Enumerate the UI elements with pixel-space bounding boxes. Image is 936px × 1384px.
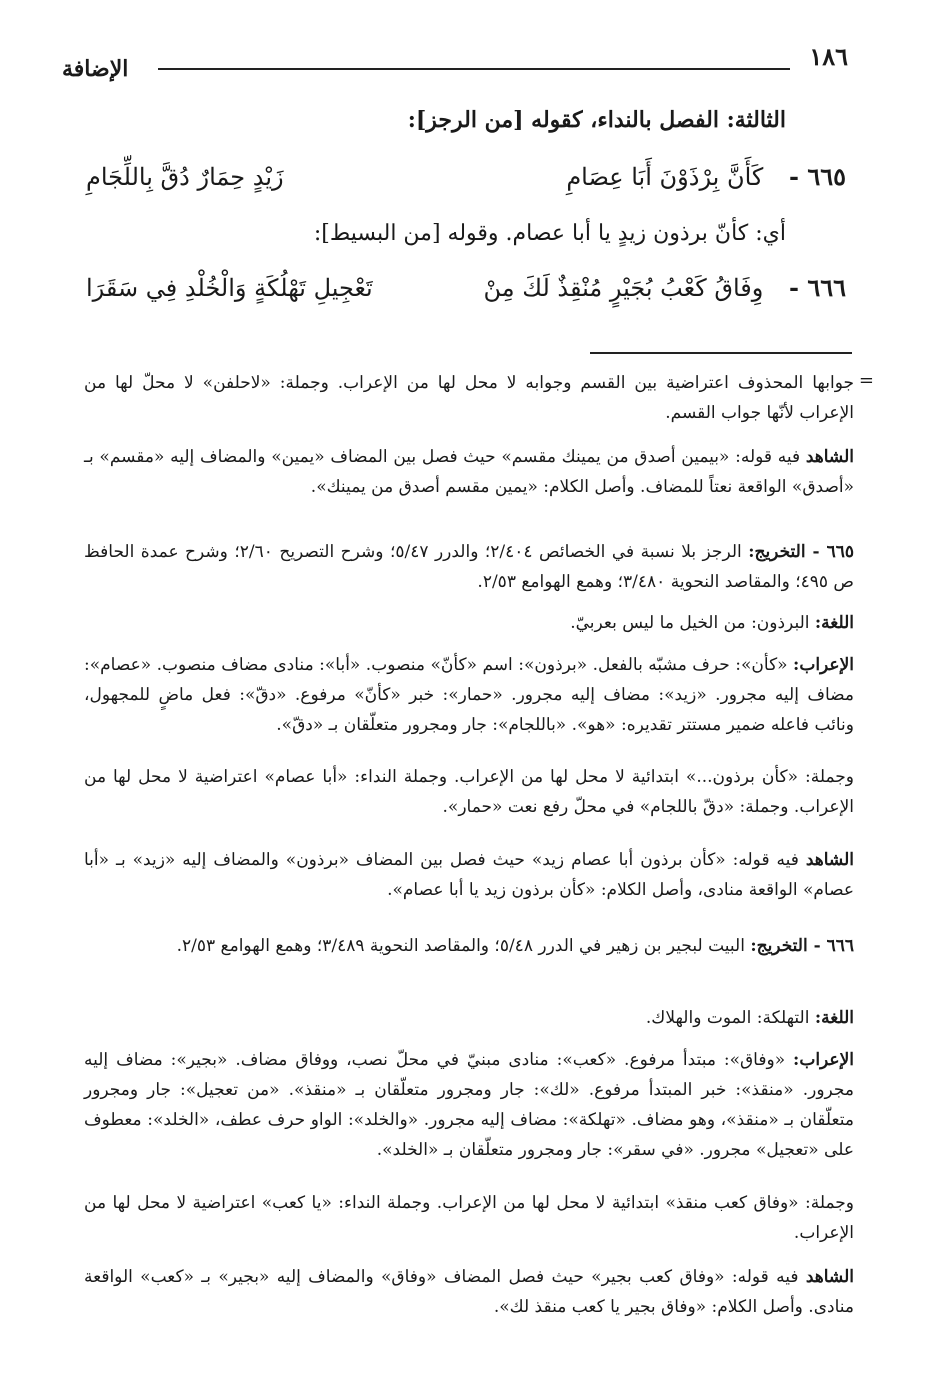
verse-second-hemistich: تَعْجِيلِ تَهْلُكَةٍ وَالْخُلْدِ فِي سَقَرَا bbox=[86, 274, 373, 302]
verse-665 bbox=[86, 157, 846, 197]
shahid-text: فيه قوله: «كأن برذون أبا عصام زيد» حيث فصل بين المضاف «برذون» والمضاف إليه «زيد» بـ «أبا عصام» الواقعة منادى، وأصل الكلام: «كأن برذون زيد يا أبا عصام». bbox=[84, 850, 854, 900]
header-rule bbox=[158, 68, 790, 70]
verse-first-hemistich: كَأَنَّ بِرْذَوْنَ أَبَا عِصَامِ bbox=[566, 163, 764, 191]
verse-second-hemistich: زَيْدٍ حِمَارٌ دُقَّ بِاللِّجَامِ bbox=[86, 163, 284, 191]
shahid-label: الشاهد bbox=[805, 1267, 854, 1287]
takhrij-text: الرجز بلا نسبة في الخصائص ٢/٤٠٤؛ والدرر ٥/٤٧؛ وشرح التصريح ٢/٦٠؛ وشرح عمدة الحافظ ص ٤٩٥؛ والمقاصد النحوية ٣/٤٨٠؛ وهمع الهوامع ٢/٥٣. bbox=[84, 542, 854, 592]
jumla-665: وجملة: «كأن برذون...» ابتدائية لا محل لها من الإعراب. وجملة النداء: «أبا عصام» اعتراضية لا محل لها من الإعراب. وجملة: «دقّ باللجام» في محلّ رفع نعت «حمار». bbox=[84, 767, 854, 817]
shahid-666 bbox=[84, 1262, 854, 1322]
verse-first-hemistich: وِفَاقُ كَعْبُ بُجَيْرٍ مُنْقِذٌ لَكَ مِنْ bbox=[483, 274, 764, 302]
takhrij-665 bbox=[84, 537, 854, 597]
irab-text: «وفاق»: مبتدأ مرفوع. «كعب»: منادى مبنيّ في محلّ نصب، ووفاق مضاف. «بجير»: مضاف إليه مجرور. «منقذ»: خبر المبتدأ مرفوع. «لك»: جار ومجرور متعلّقان بـ «منقذ». «من تعجيل»: جار ومجرور متعلّقان بـ «منقذ»، وهو مضاف. «تهلكة»: مضاف إليه مجرور. «والخلد»: الواو حرف عطف، «الخلد»: معطوف على «تعجيل» مجرور. «في سقر»: جار ومجرور متعلّقان بـ «الخلد». bbox=[84, 1050, 854, 1160]
lugha-text: البرذون: من الخيل ما ليس بعربيّ. bbox=[570, 613, 815, 633]
irab-666 bbox=[84, 1045, 854, 1165]
footnote-separator bbox=[590, 352, 852, 354]
footnote-continuation: جوابها المحذوف اعتراضية بين القسم وجوابه لا محل لها من الإعراب. وجملة: «لاحلفن» لا محلّ لها من الإعراب لأنّها جواب القسم. bbox=[84, 373, 854, 423]
lugha-text: التهلكة: الموت والهلاك. bbox=[645, 1008, 815, 1028]
takhrij-666 bbox=[84, 931, 854, 961]
continuation-mark: = bbox=[858, 370, 874, 391]
shahid-665 bbox=[84, 845, 854, 905]
takhrij-text: البيت لبجير بن زهير في الدرر ٥/٤٨؛ والمقاصد النحوية ٣/٤٨٩؛ وهمع الهوامع ٢/٥٣. bbox=[176, 936, 751, 956]
shahid-text: فيه قوله: «وفاق كعب بجير» حيث فصل المضاف «وفاق» والمضاف إليه «بجير» بـ «كعب» الواقعة منادى. وأصل الكلام: «وفاق بجير يا كعب منقذ لك». bbox=[84, 1267, 854, 1317]
explain-line: أي: كأنّ برذون زيدٍ يا أبا عصام. وقوله [من البسيط]: bbox=[313, 221, 786, 246]
verse-666 bbox=[86, 268, 846, 308]
shahid-text: فيه قوله: «بيمين أصدق من يمينك مقسم» حيث فصل بين المضاف «يمين» والمضاف إليه «مقسم» بـ «أصدق» الواقعة نعتاً للمضاف. وأصل الكلام: «يمين مقسم أصدق من يمينك». bbox=[84, 447, 854, 497]
chapter-title: الإضافة bbox=[62, 56, 129, 82]
takhrij-label: ٦٦٥ - التخريج: bbox=[748, 542, 854, 562]
jumla-666: وجملة: «وفاق كعب منقذ» ابتدائية لا محل لها من الإعراب. وجملة النداء: «يا كعب» اعتراضية لا محل لها من الإعراب. bbox=[84, 1193, 854, 1243]
lugha-label: اللغة: bbox=[814, 1008, 854, 1028]
irab-label: الإعراب: bbox=[793, 655, 854, 675]
verse-number: ٦٦٥ - bbox=[789, 162, 846, 191]
irab-label: الإعراب: bbox=[793, 1050, 854, 1070]
shahid-label: الشاهد bbox=[805, 447, 854, 467]
intro-line: الثالثة: الفصل بالنداء، كقوله [من الرجز]: bbox=[407, 107, 786, 133]
verse-number: ٦٦٦ - bbox=[789, 273, 846, 302]
takhrij-label: ٦٦٦ - التخريج: bbox=[750, 936, 854, 956]
shahid-previous bbox=[84, 442, 854, 502]
lugha-666 bbox=[84, 1003, 854, 1033]
irab-665 bbox=[84, 650, 854, 740]
lugha-665 bbox=[84, 608, 854, 638]
irab-text: «كأن»: حرف مشبّه بالفعل. «برذون»: اسم «كأنّ» منصوب. «أبا»: منادى مضاف منصوب. «عصام»: مضاف إليه مجرور. «زيد»: مضاف إليه مجرور. «حمار»: خبر «كأنّ» مرفوع. «دقّ»: فعل ماضٍ للمجهول، ونائب فاعله ضمير مستتر تقديره: «هو». «باللجام»: جار ومجرور متعلّقان بـ «دقّ». bbox=[84, 655, 854, 735]
shahid-label: الشاهد bbox=[805, 850, 854, 870]
lugha-label: اللغة: bbox=[814, 613, 854, 633]
page-number: ١٨٦ bbox=[809, 42, 848, 71]
